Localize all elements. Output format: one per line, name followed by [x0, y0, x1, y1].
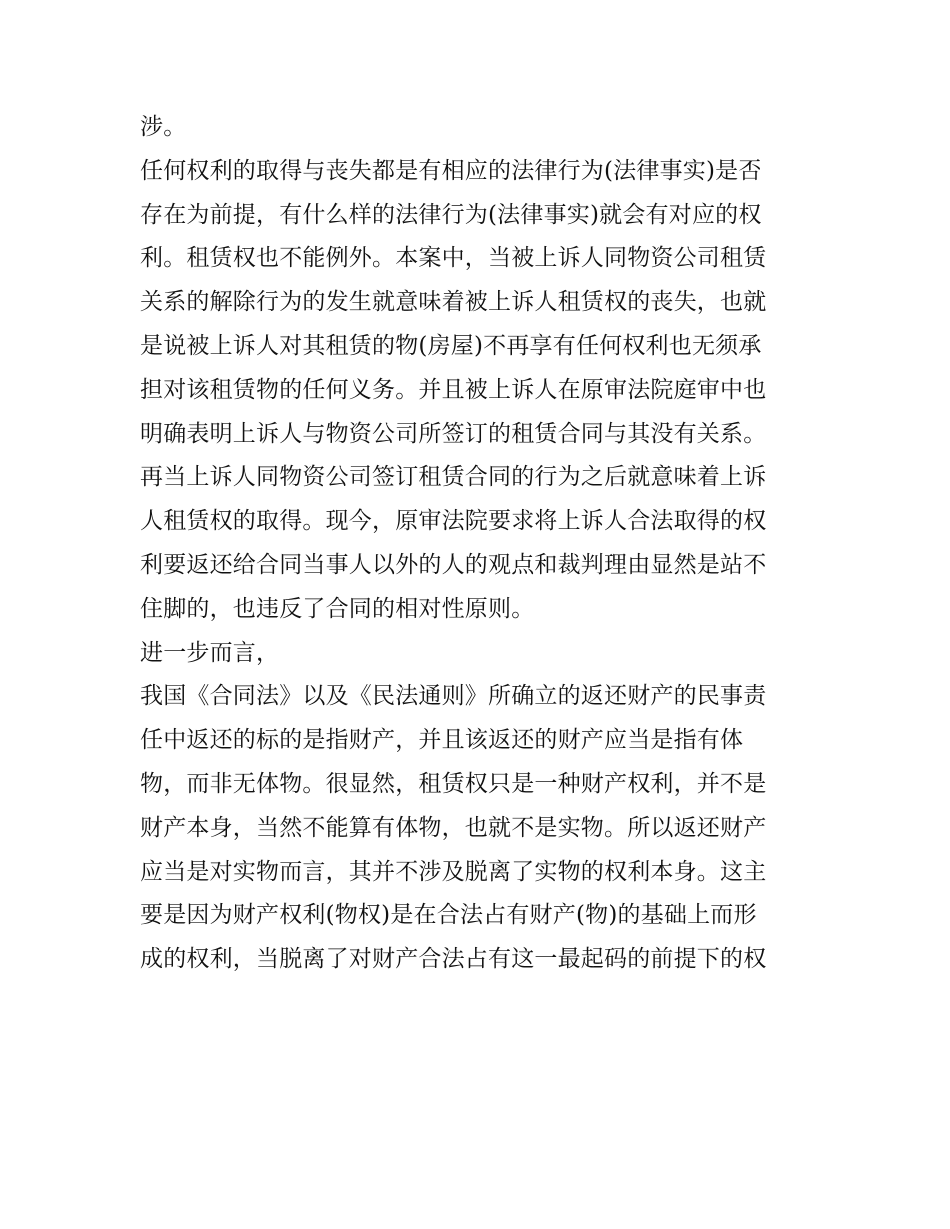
text-line: 我国《合同法》以及《民法通则》所确立的返还财产的民事责 [140, 683, 767, 710]
text-line: 再当上诉人同物资公司签订租赁合同的行为之后就意味着上诉 [140, 464, 767, 491]
text-line: 担对该租赁物的任何义务。并且被上诉人在原审法院庭审中也 [140, 376, 767, 403]
text-line: 任中返还的标的是指财产，并且该返还的财产应当是指有体 [140, 727, 744, 754]
text-line: 应当是对实物而言，其并不涉及脱离了实物的权利本身。这主 [140, 858, 767, 885]
text-line: 物，而非无体物。很显然，租赁权只是一种财产权利，并不是 [140, 770, 767, 797]
text-line: 利。租赁权也不能例外。本案中，当被上诉人同物资公司租赁 [140, 245, 767, 272]
text-line: 存在为前提，有什么样的法律行为(法律事实)就会有对应的权 [140, 201, 762, 228]
text-line: 涉。 [140, 114, 187, 140]
text-line: 成的权利，当脱离了对财产合法占有这一最起码的前提下的权 [140, 946, 767, 973]
text-line: 任何权利的取得与丧失都是有相应的法律行为(法律事实)是否 [140, 157, 762, 184]
text-line: 关系的解除行为的发生就意味着被上诉人租赁权的丧失，也就 [140, 289, 767, 316]
text-line: 住脚的，也违反了合同的相对性原则。 [140, 595, 535, 622]
text-line: 利要返还给合同当事人以外的人的观点和裁判理由显然是站不 [140, 551, 767, 578]
text-line: 人租赁权的取得。现今，原审法院要求将上诉人合法取得的权 [140, 508, 767, 535]
text-line: 财产本身，当然不能算有体物，也就不是实物。所以返还财产 [140, 814, 767, 841]
text-line: 是说被上诉人对其租赁的物(房屋)不再享有任何权利也无须承 [140, 332, 762, 359]
text-line: 进一步而言， [140, 639, 280, 666]
document-body [140, 106, 820, 982]
text-line: 明确表明上诉人与物资公司所签订的租赁合同与其没有关系。 [140, 420, 767, 447]
text-line: 要是因为财产权利(物权)是在合法占有财产(物)的基础上而形 [140, 902, 757, 929]
